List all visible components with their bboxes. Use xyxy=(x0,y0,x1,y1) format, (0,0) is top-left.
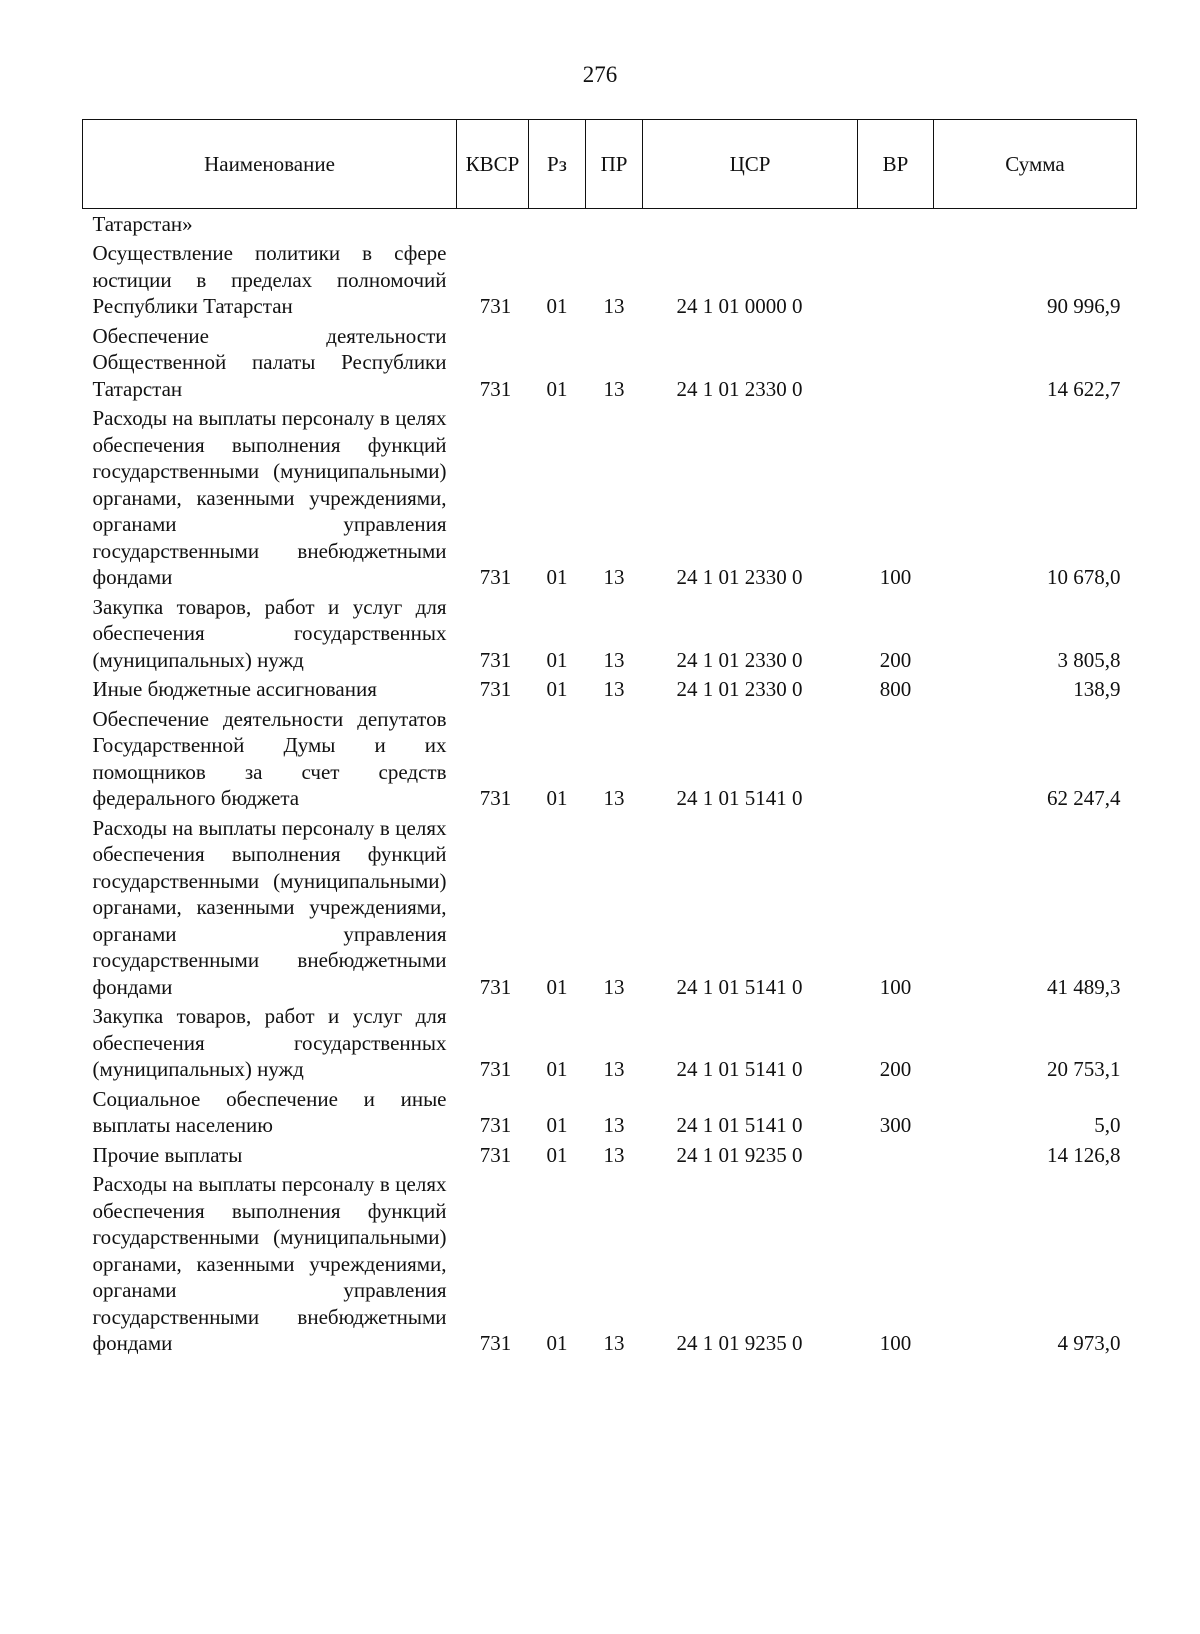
row-vr: 200 xyxy=(879,1057,912,1081)
row-csr: 24 1 01 2330 0 xyxy=(676,647,803,672)
table-row xyxy=(83,1002,1137,1085)
row-name: Социальное обеспечение и иные выплаты населению xyxy=(92,1086,447,1137)
row-csr: 24 1 01 2330 0 xyxy=(676,677,803,701)
row-kvsr: 731 xyxy=(479,677,512,701)
header-rz: Рз xyxy=(529,120,586,209)
budget-table xyxy=(82,119,1137,1358)
row-sum: 3 805,8 xyxy=(1057,647,1121,672)
row-sum: 14 622,7 xyxy=(1047,376,1121,401)
table-body xyxy=(83,209,1137,1359)
row-kvsr: 731 xyxy=(479,974,512,999)
row-csr: 24 1 01 5141 0 xyxy=(676,1057,803,1081)
row-pr: 13 xyxy=(603,677,625,701)
row-rz: 01 xyxy=(546,786,568,810)
row-csr: 24 1 01 5141 0 xyxy=(676,786,803,810)
row-pr: 13 xyxy=(603,647,625,672)
row-rz: 01 xyxy=(546,294,568,318)
header-pr: ПР xyxy=(586,120,643,209)
table-row xyxy=(83,592,1137,675)
row-csr xyxy=(643,209,858,239)
row-pr: 13 xyxy=(603,294,625,318)
row-pr: 13 xyxy=(603,376,625,401)
row-pr: 13 xyxy=(603,786,625,810)
row-rz: 01 xyxy=(546,647,568,672)
table-row xyxy=(83,209,1137,239)
table-row xyxy=(83,1170,1137,1359)
row-pr: 13 xyxy=(603,1142,625,1167)
row-vr: 100 xyxy=(879,565,912,589)
row-rz: 01 xyxy=(546,376,568,401)
row-name: Обеспечение деятельности Общественной палаты Республики Татарстан xyxy=(92,323,447,401)
row-csr: 24 1 01 2330 0 xyxy=(676,376,803,401)
row-csr: 24 1 01 5141 0 xyxy=(676,974,803,999)
row-kvsr: 731 xyxy=(479,786,512,810)
row-sum: 10 678,0 xyxy=(1047,565,1121,589)
row-vr: 100 xyxy=(879,974,912,999)
row-csr: 24 1 01 0000 0 xyxy=(676,294,803,318)
row-name: Расходы на выплаты персоналу в целях обеспечения выполнения функций государственными (муниципальными) органами, казенными учреждениями, органами управления государственными внебюджетными фондами xyxy=(92,1172,447,1355)
row-rz xyxy=(529,209,586,239)
table-row xyxy=(83,239,1137,322)
table-row xyxy=(83,813,1137,1002)
row-vr: 300 xyxy=(879,1113,912,1137)
row-kvsr: 731 xyxy=(479,647,512,672)
row-kvsr: 731 xyxy=(479,294,512,318)
row-sum xyxy=(934,209,1137,239)
row-name: Татарстан» xyxy=(92,211,193,236)
row-rz: 01 xyxy=(546,1113,568,1137)
row-name: Закупка товаров, работ и услуг для обеспечения государственных (муниципальных) нужд xyxy=(92,594,447,672)
row-kvsr: 731 xyxy=(479,1057,512,1081)
header-row xyxy=(83,120,1137,209)
table-row xyxy=(83,675,1137,705)
row-rz: 01 xyxy=(546,1057,568,1081)
row-name: Прочие выплаты xyxy=(92,1142,243,1167)
row-sum: 90 996,9 xyxy=(1047,294,1121,318)
row-name: Расходы на выплаты персоналу в целях обеспечения выполнения функций государственными (муниципальными) органами, казенными учреждениями, органами управления государственными внебюджетными фондами xyxy=(92,815,447,999)
row-name: Осуществление политики в сфере юстиции в пределах полномочий Республики Татарстан xyxy=(92,241,447,318)
row-name: Обеспечение деятельности депутатов Государственной Думы и их помощников за счет средств федерального бюджета xyxy=(92,706,447,810)
row-sum: 4 973,0 xyxy=(1057,1331,1121,1355)
row-kvsr xyxy=(457,209,529,239)
row-name: Иные бюджетные ассигнования xyxy=(92,677,377,701)
row-csr: 24 1 01 5141 0 xyxy=(676,1113,803,1137)
table-row xyxy=(83,1140,1137,1170)
row-kvsr: 731 xyxy=(479,376,512,401)
row-sum: 62 247,4 xyxy=(1047,786,1121,810)
table-row xyxy=(83,1084,1137,1140)
header-csr: ЦСР xyxy=(643,120,858,209)
row-rz: 01 xyxy=(546,1331,568,1355)
row-vr: 200 xyxy=(879,647,912,672)
row-kvsr: 731 xyxy=(479,565,512,589)
row-pr: 13 xyxy=(603,565,625,589)
table-row xyxy=(83,704,1137,813)
row-sum: 14 126,8 xyxy=(1047,1142,1121,1167)
table-row xyxy=(83,404,1137,593)
row-rz: 01 xyxy=(546,1142,568,1167)
row-vr xyxy=(858,321,934,404)
page-number: 276 xyxy=(582,62,618,87)
table-header xyxy=(83,120,1137,209)
row-vr xyxy=(858,209,934,239)
header-kvsr: КВСР xyxy=(457,120,529,209)
row-pr: 13 xyxy=(603,1113,625,1137)
row-vr xyxy=(858,239,934,322)
row-csr: 24 1 01 9235 0 xyxy=(676,1142,803,1167)
table-row xyxy=(83,321,1137,404)
row-rz: 01 xyxy=(546,677,568,701)
row-rz: 01 xyxy=(546,565,568,589)
row-kvsr: 731 xyxy=(479,1113,512,1137)
row-vr: 800 xyxy=(879,677,912,701)
header-sum: Сумма xyxy=(934,120,1137,209)
row-vr xyxy=(858,704,934,813)
row-pr: 13 xyxy=(603,974,625,999)
row-pr xyxy=(586,209,643,239)
row-vr xyxy=(858,1140,934,1170)
row-vr: 100 xyxy=(879,1331,912,1355)
row-kvsr: 731 xyxy=(479,1331,512,1355)
row-rz: 01 xyxy=(546,974,568,999)
row-pr: 13 xyxy=(603,1331,625,1355)
row-sum: 41 489,3 xyxy=(1047,974,1121,999)
row-sum: 20 753,1 xyxy=(1047,1057,1121,1081)
header-vr: ВР xyxy=(858,120,934,209)
row-sum: 5,0 xyxy=(1094,1113,1121,1137)
row-pr: 13 xyxy=(603,1057,625,1081)
row-csr: 24 1 01 9235 0 xyxy=(676,1331,803,1355)
row-name: Расходы на выплаты персоналу в целях обеспечения выполнения функций государственными (муниципальными) органами, казенными учреждениями, органами управления государственными внебюджетными фондами xyxy=(92,406,447,589)
row-name: Закупка товаров, работ и услуг для обеспечения государственных (муниципальных) нужд xyxy=(92,1004,447,1081)
header-name: Наименование xyxy=(83,120,457,209)
row-kvsr: 731 xyxy=(479,1142,512,1167)
row-sum: 138,9 xyxy=(1073,677,1121,701)
row-csr: 24 1 01 2330 0 xyxy=(676,565,803,589)
